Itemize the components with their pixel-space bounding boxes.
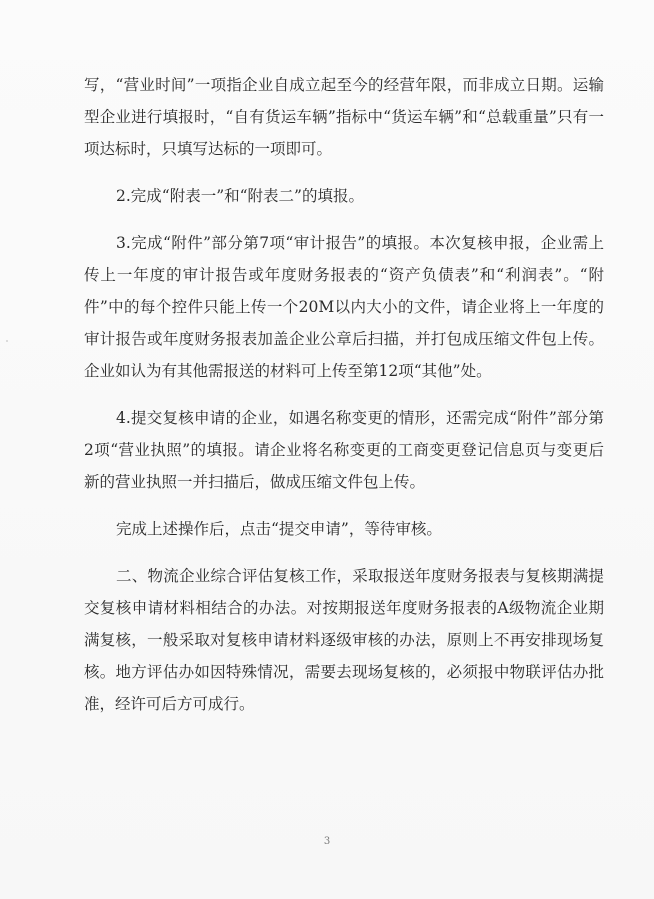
paragraph-item-3: 3.完成“附件”部分第7项“审计报告”的填报。本次复核申报，企业需上传上一年度的审计报告或年度财务报表的“资产负债表”和“利润表”。“附件”中的每个控件只能上传一个20M以内大小的文件，请企业将上一年度的审计报告或年度财务报表加盖企业公章后扫描，并打包成压缩文件包上传。企业如认为有其他需报送的材料可上传至第12项“其他”处。 bbox=[84, 234, 604, 380]
document-body bbox=[84, 69, 604, 720]
scan-speck bbox=[6, 340, 8, 342]
paragraph-continuation: 写，“营业时间”一项指企业自成立起至今的经营年限，而非成立日期。运输型企业进行填报时，“自有货运车辆”指标中“货运车辆”和“总载重量”只有一项达标时，只填写达标的一项即可。 bbox=[84, 76, 604, 158]
paragraph-submit-note: 完成上述操作后，点击“提交申请”，等待审核。 bbox=[116, 520, 442, 538]
paragraph-item-4: 4.提交复核申请的企业，如遇名称变更的情形，还需完成“附件”部分第2项“营业执照”的填报。请企业将名称变更的工商变更登记信息页与变更后新的营业执照一并扫描后，做成压缩文件包上传。 bbox=[84, 409, 604, 491]
paragraph-item-2: 2.完成“附表一”和“附表二”的填报。 bbox=[116, 187, 364, 205]
paragraph-section-2: 二、物流企业综合评估复核工作，采取报送年度财务报表与复核期满提交复核申请材料相结合的办法。对按期报送年度财务报表的A级物流企业期满复核，一般采取对复核申请材料逐级审核的办法，原则上不再安排现场复核。地方评估办如因特殊情况，需要去现场复核的，必须报中物联评估办批准，经许可后方可成行。 bbox=[84, 567, 604, 713]
page-number: 3 bbox=[323, 836, 331, 847]
